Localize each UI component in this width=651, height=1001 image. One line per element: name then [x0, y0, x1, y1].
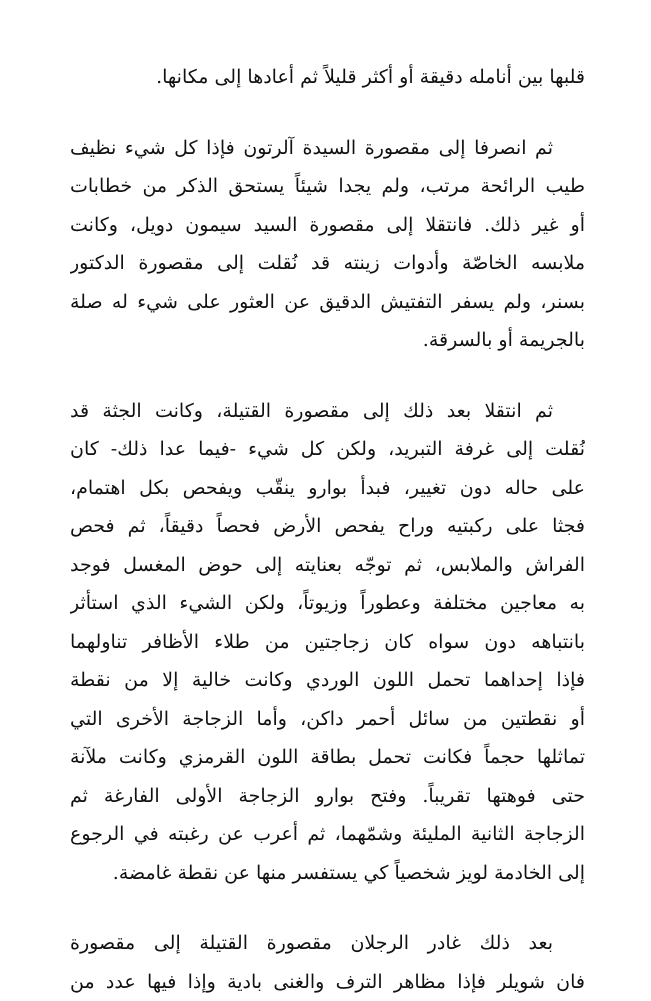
text-line: ثم انتقلا بعد ذلك إلى مقصورة القتيلة، وكانت الجثة قد [70, 392, 585, 431]
text-line: طيب الرائحة مرتب، ولم يجدا شيئاً يستحق الذكر من خطابات [70, 167, 585, 206]
text-line: إلى الخادمة لويز شخصياً كي يستفسر منها عن نقطة غامضة. [70, 854, 585, 893]
paragraph-spacing [70, 97, 585, 129]
text-line: الزجاجة الثانية المليئة وشمّهما، ثم أعرب عن رغبته في الرجوع [70, 815, 585, 854]
text-line: بعد ذلك غادر الرجلان مقصورة القتيلة إلى مقصورة [70, 924, 585, 963]
text-line: بانتباهه دون سواه كان زجاجتين من طلاء الأظافر تناولهما [70, 623, 585, 662]
text-line: بالجريمة أو بالسرقة. [70, 321, 585, 360]
text-line: به معاجين مختلفة وعطوراً وزيوتاً، ولكن الشيء الذي استأثر [70, 584, 585, 623]
text-line: فإذا إحداهما تحمل اللون الوردي وكانت خالية إلا من نقطة [70, 661, 585, 700]
text-line: ثم انصرفا إلى مقصورة السيدة آلرتون فإذا كل شيء نظيف [70, 129, 585, 168]
text-line: تماثلها حجماً فكانت تحمل بطاقة اللون القرمزي وكانت ملآنة [70, 738, 585, 777]
paragraph-4 [70, 924, 585, 1001]
text-line: نُقلت إلى غرفة التبريد، ولكن كل شيء -فيما عدا ذلك- كان [70, 430, 585, 469]
text-line: قلبها بين أنامله دقيقة أو أكثر قليلاً ثم أعادها إلى مكانها. [70, 58, 585, 97]
paragraph-spacing [70, 892, 585, 924]
text-line: الفراش والملابس، ثم توجّه بعنايته إلى حوض المغسل فوجد [70, 546, 585, 585]
text-line: فجثا على ركبتيه وراح يفحص الأرض فحصاً دقيقاً، ثم فحص [70, 507, 585, 546]
paragraph-2 [70, 129, 585, 360]
text-line: على حاله دون تغيير، فبدأ بوارو ينقّب ويفحص بكل اهتمام، [70, 469, 585, 508]
paragraph-spacing [70, 360, 585, 392]
text-line: أو نقطتين من سائل أحمر داكن، وأما الزجاجة الأخرى التي [70, 700, 585, 739]
text-line: أو غير ذلك. فانتقلا إلى مقصورة السيد سيمون دويل، وكانت [70, 206, 585, 245]
paragraph-3 [70, 392, 585, 893]
text-line: فان شويلر فإذا مظاهر الترف والغنى بادية وإذا فيها عدد من [70, 963, 585, 1001]
text-line: ملابسه الخاصّة وأدوات زينته قد نُقلت إلى مقصورة الدكتور [70, 244, 585, 283]
paragraph-1 [70, 58, 585, 97]
text-line: حتى فوهتها تقريباً. وفتح بوارو الزجاجة الأولى الفارغة ثم [70, 777, 585, 816]
text-line: بسنر، ولم يسفر التفتيش الدقيق عن العثور على شيء له صلة [70, 283, 585, 322]
